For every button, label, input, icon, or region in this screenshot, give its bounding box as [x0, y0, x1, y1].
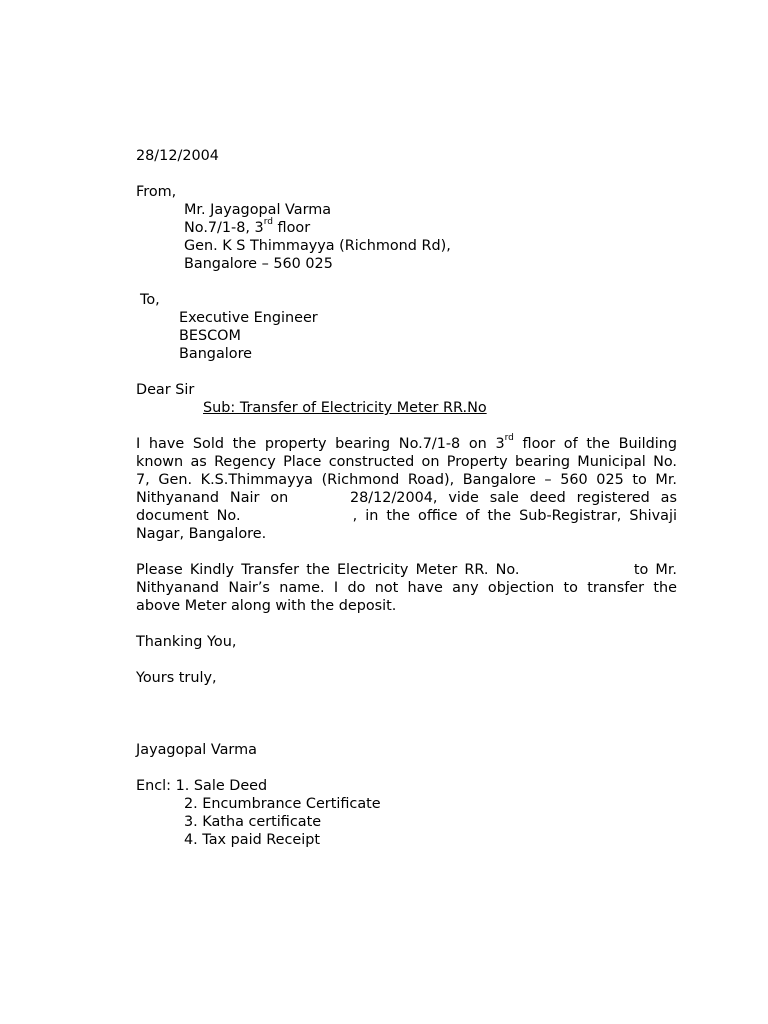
signature-name: Jayagopal Varma — [136, 742, 257, 758]
to-label: To, — [140, 292, 160, 308]
recipient-line-2: BESCOM — [179, 328, 241, 344]
thanks-line: Thanking You, — [136, 634, 237, 650]
para2-line-3: above Meter along with the deposit. — [136, 598, 397, 614]
recipient-line-1: Executive Engineer — [179, 310, 318, 326]
sender-address — [136, 201, 677, 273]
enclosures-label: Encl: — [136, 778, 171, 794]
letter-date: 28/12/2004 — [136, 148, 219, 164]
para2-line-1: Please Kindly Transfer the Electricity Meter RR. No. to Mr. — [136, 562, 678, 578]
para1-line-4: Nithyanand Nair on 28/12/2004, vide sale deed registered as — [136, 490, 677, 506]
recipient-line-3: Bangalore — [179, 346, 253, 362]
closing-line: Yours truly, — [136, 670, 217, 686]
letter-document — [136, 147, 677, 849]
body-paragraph-2 — [136, 561, 677, 615]
para1-line-2: known as Regency Place constructed on Property bearing Municipal No. — [136, 454, 677, 470]
body-paragraph-1 — [136, 435, 677, 543]
para2-line-2: Nithyanand Nair’s name. I do not have any objection to transfer the — [136, 580, 677, 596]
recipient-address — [136, 309, 677, 363]
sender-address-line-2: Gen. K S Thimmayya (Richmond Rd), — [184, 238, 451, 254]
enclosure-item-1: Encl: 1. Sale Deed — [136, 778, 268, 794]
salutation: Dear Sir — [136, 382, 195, 398]
subject-line: Sub: Transfer of Electricity Meter RR.No — [203, 400, 487, 416]
sender-address-line-1: No.7/1-8, 3rd floor — [184, 217, 311, 236]
enclosure-item-3: 3. Katha certificate — [184, 814, 322, 830]
para1-line-5: document No. , in the office of the Sub-Registrar, Shivaji — [136, 508, 678, 524]
para1-line-1: I have Sold the property bearing No.7/1-8 on 3rd floor of the Building — [136, 433, 677, 452]
sender-name: Mr. Jayagopal Varma — [184, 202, 332, 218]
para1-line-3: 7, Gen. K.S.Thimmayya (Richmond Road), Bangalore – 560 025 to Mr. — [136, 472, 677, 488]
enclosures-list — [136, 777, 677, 849]
sender-address-line-3: Bangalore – 560 025 — [184, 256, 333, 272]
enclosure-item-4: 4. Tax paid Receipt — [184, 832, 321, 848]
para1-line-6: Nagar, Bangalore. — [136, 526, 267, 542]
enclosure-item-2: 2. Encumbrance Certificate — [184, 796, 381, 812]
from-label: From, — [136, 184, 177, 200]
